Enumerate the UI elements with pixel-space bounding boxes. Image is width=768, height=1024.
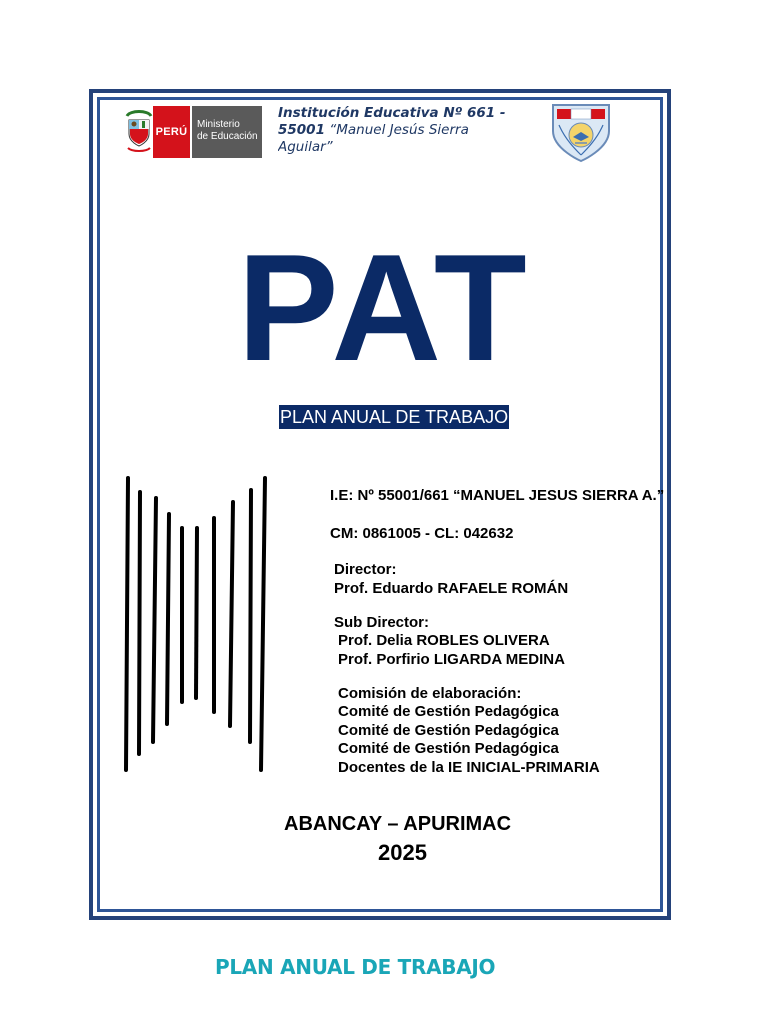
commission-member: Docentes de la IE INICIAL-PRIMARIA: [338, 759, 600, 776]
institution-number: 55001: [278, 122, 325, 138]
director-label: Director:: [334, 561, 397, 578]
school-id: I.E: Nº 55001/661 “MANUEL JESUS SIERRA A.”: [330, 487, 665, 504]
decorative-bars: [118, 472, 278, 782]
decorative-bar: [261, 478, 265, 770]
cover-subtitle: PLAN ANUAL DE TRABAJO: [280, 407, 509, 427]
footer-title: PLAN ANUAL DE TRABAJO: [215, 955, 496, 979]
subdirector-name: Prof. Delia ROBLES OLIVERA: [338, 632, 550, 649]
ministry-line-1: Ministerio: [197, 119, 240, 130]
commission-label: Comisión de elaboración:: [338, 685, 522, 702]
commission-member: Comité de Gestión Pedagógica: [338, 722, 559, 739]
decorative-bar: [139, 492, 140, 754]
decorative-bar: [250, 490, 251, 742]
subdirector-label: Sub Director:: [334, 614, 430, 631]
decorative-bar: [196, 528, 197, 698]
cover-title: PAT: [237, 223, 531, 393]
year: 2025: [378, 840, 427, 865]
ministry-line-2: de Educación: [197, 131, 258, 142]
commission-member: Comité de Gestión Pedagógica: [338, 740, 559, 757]
decorative-bar: [230, 502, 233, 726]
institution-name: [278, 105, 523, 157]
school-crest-icon: [549, 101, 613, 163]
peru-coat-of-arms-icon: [125, 106, 153, 158]
decorative-bar: [153, 498, 156, 742]
institution-line-3: Aguilar”: [278, 139, 333, 155]
subdirector-name: Prof. Porfirio LIGARDA MEDINA: [338, 651, 565, 668]
institution-patron: “Manuel Jesús Sierra: [329, 122, 469, 138]
commission-member: Comité de Gestión Pedagógica: [338, 703, 559, 720]
peru-label: PERÚ: [153, 106, 190, 158]
decorative-bar: [167, 514, 169, 724]
director-name: Prof. Eduardo RAFAELE ROMÁN: [334, 580, 569, 597]
school-codes: CM: 0861005 - CL: 042632: [330, 525, 514, 542]
city-region: ABANCAY – APURIMAC: [284, 813, 512, 835]
ministry-name: [190, 106, 262, 158]
decorative-bar: [126, 478, 128, 770]
institution-line-1: Institución Educativa Nº 661 -: [278, 105, 506, 121]
ministry-logo: [125, 106, 262, 158]
